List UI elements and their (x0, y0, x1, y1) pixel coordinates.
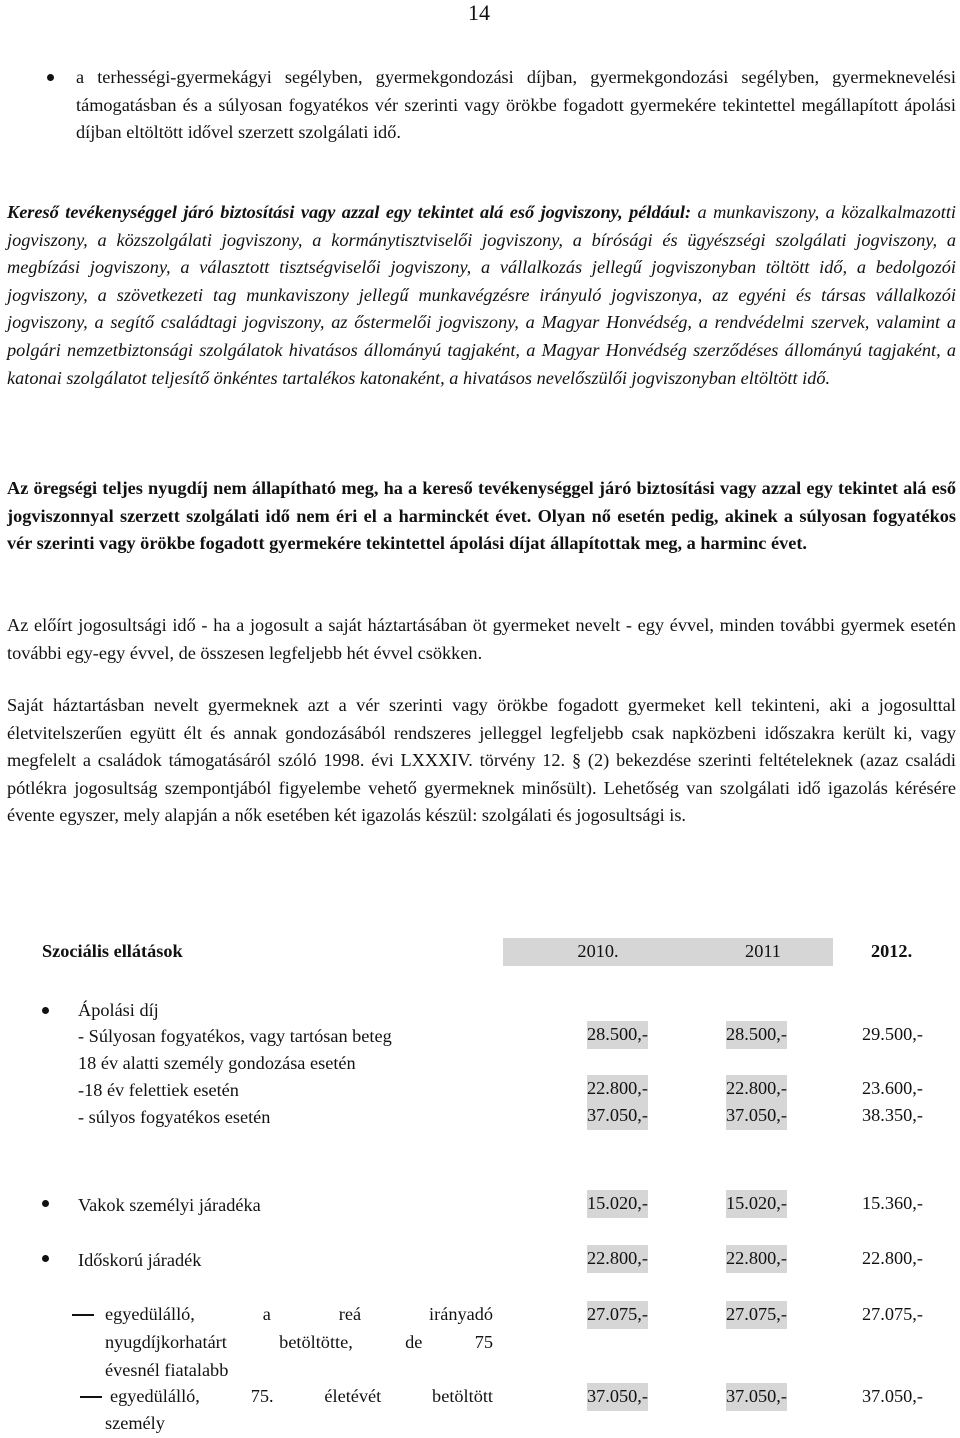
table-title: Szociális ellátások (42, 941, 183, 961)
idoskoru-2012: 22.800,- (862, 1248, 923, 1268)
apolasi-row3-label: - súlyos fogyatékos esetén (78, 1107, 271, 1127)
apolasi-row1-2010: 28.500,- (587, 1021, 648, 1049)
idoskoru-label: Időskorú járadék (78, 1250, 202, 1270)
page-number: 14 (468, 0, 490, 25)
apolasi-row2-2010: 22.800,- (587, 1075, 648, 1103)
bold-paragraph: Az öregségi teljes nyugdíj nem állapítható meg, ha a kereső tevékenységgel járó biztosítási vagy azzal egy tekintet alá eső jogviszonnyal szerzett szolgálati idő nem éri el a harminckét évet. Olyan nő esetén pedig, akinek a súlyosan fogyatékos vér szerinti vagy örökbe fogadott gyermekére tekintettel ápolási díjat állapítottak meg, a harminc évet. (7, 478, 956, 554)
egyedulallo1-line2: nyugdíjkorhatárt betöltötte, de 75 (105, 1332, 493, 1352)
bullet-icon (42, 1255, 49, 1262)
paragraph-reduction: Az előírt jogosultsági idő - ha a jogosult a saját háztartásában öt gyermeket nevelt - egy évvel, minden további gyermek esetén további egy-egy évvel, de összesen legfeljebb hét évvel csökken. (7, 615, 956, 663)
bullet-icon (42, 1007, 49, 1014)
apolasi-row3-2011: 37.050,- (726, 1102, 787, 1130)
apolasi-row1-line2: 18 év alatti személy gondozása esetén (78, 1053, 356, 1073)
vakok-2010: 15.020,- (587, 1190, 648, 1218)
bullet-icon (47, 74, 54, 81)
apolasi-row3-2012: 38.350,- (862, 1105, 923, 1125)
apolasi-row2-2011: 22.800,- (726, 1075, 787, 1103)
italic-body: a munkaviszony, a közalkalmazotti jogviszony, a közszolgálati jogviszony, a kormánytisztviselői jogviszony, a bírósági és ügyészségi szolgálati jogviszony, a megbízási jogviszony, a választott tisztségviselői jogviszony, a vállalkozás jellegű jogviszonyban töltött idő, a bedolgozói jogviszony, a szövetkezeti tag munkaviszony jellegű munkavégzésre irányuló jogviszonya, az egyéni és társas vállalkozói jogviszony, a segítő családtagi jogviszony, az őstermelői jogviszony, a Magyar Honvédség, a rendvédelmi szervek, valamint a polgári nemzetbiztonsági szolgálatok hivatásos állományú tagjaként, a Magyar Honvédség szerződéses állományú tagjaként, a katonai szolgálatot teljesítő önkéntes tartalékos katonaként, a hivatásos nevelőszülői jogviszonyban eltöltött idő. (7, 202, 956, 388)
italic-lead: Kereső tevékenységgel járó biztosítási vagy azzal egy tekintet alá eső jogviszony, például: (7, 202, 692, 222)
bullet-text: a terhességi-gyermekágyi segélyben, gyermekgondozási díjban, gyermekgondozási segélyben, gyermeknevelési támogatásban és a súlyosan fogyatékos vér szerinti vagy örökbe fogadott gyermekére tekintettel megállapított ápolási díjban eltöltött idővel szerzett szolgálati idő. (76, 67, 956, 143)
egyedulallo1-2010: 27.075,- (587, 1301, 648, 1329)
table-year-2012: 2012. (871, 941, 913, 961)
apolasi-row1-line1: - Súlyosan fogyatékos, vagy tartósan beteg (78, 1026, 392, 1046)
bullet-list-item (34, 62, 956, 145)
idoskoru-2011: 22.800,- (726, 1245, 787, 1273)
apolasi-row1-2012: 29.500,- (862, 1024, 923, 1044)
paragraph-household: Saját háztartásban nevelt gyermeknek azt a vér szerinti vagy örökbe fogadott gyermeket kell tekinteni, aki a jogosulttal életvitelszerűen együtt élt és annak gondozásából rendszeres jelleggel legfeljebb csak napközbeni időszakra került ki, vagy megfelelt a családok támogatásáról szóló 1998. évi LXXXIV. törvény 12. § (2) bekezdése szerinti feltételeknek (azaz családi pótlékra jogosultság szempontjából figyelembe vehető gyermeknek minősült). Lehetőség van szolgálati idő igazolás kérésére évente egyszer, mely alapján a nők esetében két igazolás készül: szolgálati és jogosultsági is. (7, 695, 956, 826)
table-year-2011: 2011 (693, 938, 833, 966)
apolasi-row2-label: -18 év felettiek esetén (78, 1080, 239, 1100)
egyedulallo2-2012: 37.050,- (862, 1386, 923, 1406)
egyedulallo2-line1: egyedülálló, 75. életévét betöltött (110, 1386, 493, 1406)
dash-icon (80, 1396, 102, 1398)
egyedulallo1-2012: 27.075,- (862, 1304, 923, 1324)
egyedulallo1-line3: évesnél fiatalabb (105, 1360, 229, 1380)
dash-icon (72, 1314, 94, 1316)
table-year-2010: 2010. (503, 938, 693, 966)
vakok-2012: 15.360,- (862, 1193, 923, 1213)
egyedulallo1-line1: egyedülálló, a reá irányadó (105, 1304, 493, 1324)
vakok-2011: 15.020,- (726, 1190, 787, 1218)
egyedulallo1-2011: 27.075,- (726, 1301, 787, 1329)
apolasi-row3-2010: 37.050,- (587, 1102, 648, 1130)
vakok-label: Vakok személyi járadéka (78, 1195, 261, 1215)
italic-paragraph (7, 199, 956, 392)
egyedulallo2-2011: 37.050,- (726, 1383, 787, 1411)
apolasi-row1-2011: 28.500,- (726, 1021, 787, 1049)
idoskoru-2010: 22.800,- (587, 1245, 648, 1273)
apolasi-label: Ápolási díj (78, 1000, 159, 1020)
egyedulallo2-2010: 37.050,- (587, 1383, 648, 1411)
bullet-icon (42, 1200, 49, 1207)
egyedulallo2-line2: személy (105, 1413, 165, 1433)
apolasi-row2-2012: 23.600,- (862, 1078, 923, 1098)
